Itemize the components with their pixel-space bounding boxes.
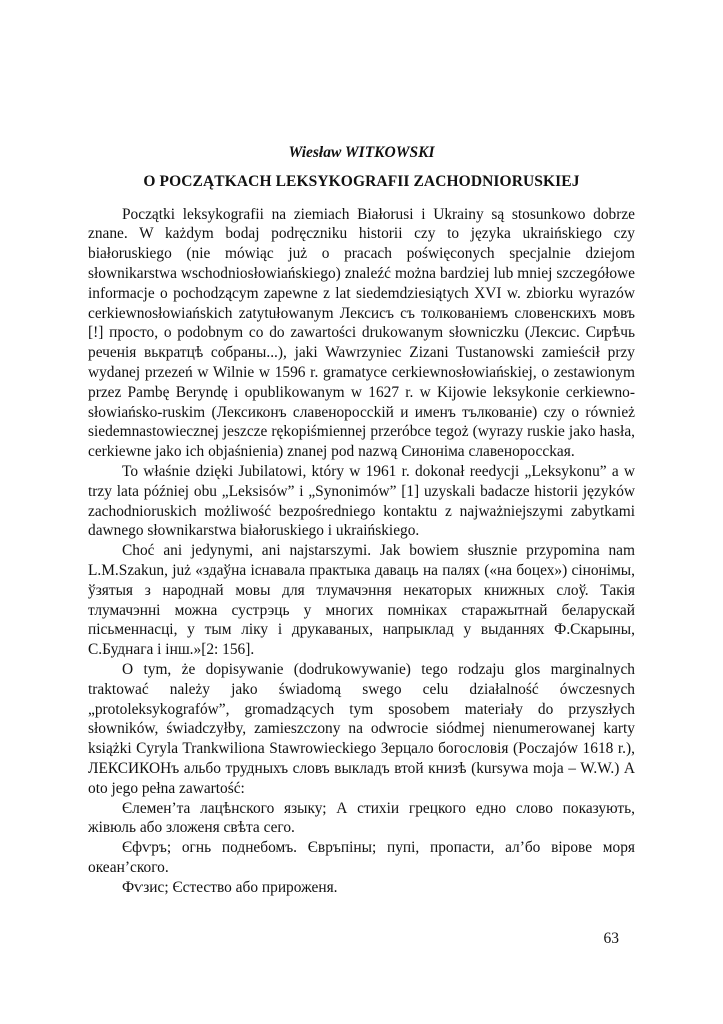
lexicon-entry-fyzis: Фѵзис; Єстество або прироженя. [122,878,338,896]
lexicon-entry-efyr: Єфѵръ; огнь поднебомъ. Євръпіны; пупі, пропасти, ал’бо вірове моря океан’ского. [88,839,635,876]
lexicon-entry-elementa: Єлемен’та лацѣнского языку; А стихіи грецкого едно слово показують, жівюль або зложеня свѣта сего. [88,799,635,837]
author-name: Wiesław WITKOWSKI [288,144,435,161]
article-page [88,143,635,897]
article-title: O POCZĄTKACH LEKSYKOGRAFII ZACHODNIORUSKIEJ [143,172,580,190]
paragraph-szakun: Choć ani jedynymi, ani najstarszymi. Jak bowiem słusznie przypomina nam L.M.Szakun, już «здаўна існавала практыка даваць на палях («на боцех») сінонімы, ўзятыя з народнай мовы для тлумачэння некаторых книжных слоў. Такія тлумачэнні можна сустрэць у многих помніках старажытнай беларускай пісьменнасці, у тым ліку і друкаваных, напрыклад у выданнях Ф.Скарыны, С.Буднага і інш.»[2: 156]. [88,542,635,659]
paragraph-jubilat: To właśnie dzięki Jubilatowi, który w 1961 r. dokonał reedycji „Leksykonu” a w trzy lata później obu „Leksisów” i „Synonimów” [1] uzyskali badacze historii języków zachodnioruskich możliwość bezpośredniego kontaktu z najważniejszymi zabytkami dawnego słownikarstwa białoruskiego i ukraińskiego. [88,462,635,540]
paragraph-glosses: O tym, że dopisywanie (dodrukowywanie) tego rodzaju glos marginalnych traktować należy jako świadomą swego celu działalność ówczesnych „protoleksykografów”, gromadzących tym sposobem materiały do przyszłych słowników, świadczyłby, zamieszczony na odwrocie siódmej nienumerowanej karty książki Cyryla Trankwiliona Stawrowieckiego Зерцало богословія (Poczajów 1618 r.), ЛЕКСИКОНъ альбо трудныхъ словъ выкладъ втой книзѣ (kursywa moja – W.W.) A oto jego pełna zawartość: [88,660,635,797]
paragraph-intro: Początki leksykografii na ziemiach Białorusi i Ukrainy są stosunkowo dobrze znane. W każdym bodaj podręczniku historii czy to języka ukraińskiego czy białoruskiego (nie mówiąc już o pracach poświęconych specjalnie dziejom słownikarstwa wschodniosłowiańskiego) znaleźć można bardziej lub mniej szczegółowe informacje o pochodzącym zapewne z lat siedemdziesiątych XVI w. zbiorku wyrazów cerkiewnosłowiańskich zatytułowanym Лексисъ съ толкованіемъ словенскихъ мовъ [!] просто, o podobnym co do zawartości drukowanym słowniczku (Лексис. Сирѣчь реченія вькратцѣ собраны...), jaki Wawrzyniec Zizani Tustanowski zamieścił przy wydanej przezeń w Wilnie w 1596 r. gramatyce cerkiewnosłowiańskiej, o zestawionym przez Pambę Beryndę i opublikowanym w 1627 r. w Kijowie leksykonie cerkiewno-słowiańsko-ruskim (Лексиконъ славенороссkій и именъ тълкованіе) czy o również siedemnastowiecznej jeszcze rękopiśmiennej przeróbce tegoż (wyrazy ruskie jako hasła, cerkiewne jako ich objaśnienia) znanej pod nazwą Синоніма славенороссkая. [88,205,635,461]
page-number: 63 [603,930,619,947]
